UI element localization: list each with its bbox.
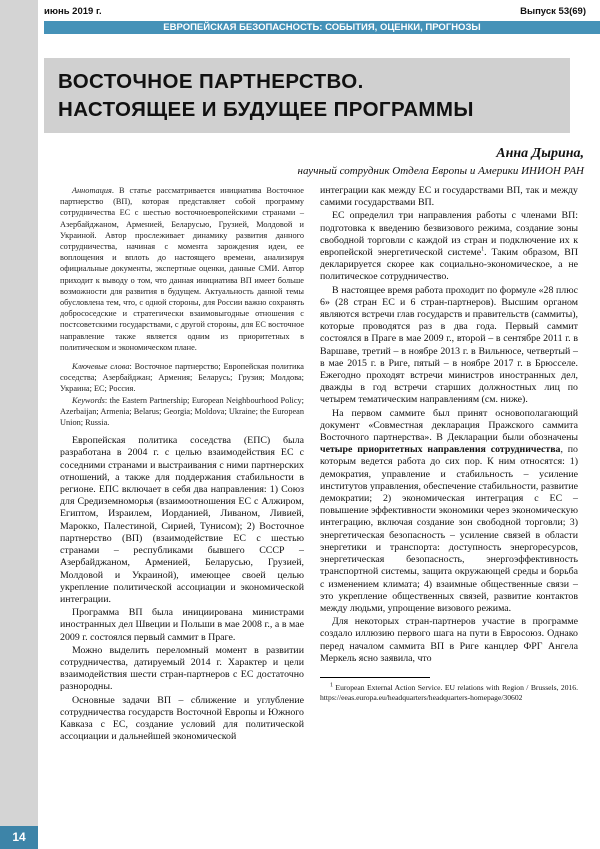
body-paragraph: Программа ВП была инициирована министрами иностранных дел Швеции и Польши в мае 2008 г., а в мае 2009 г. состоялся первый саммит в Праге. — [60, 607, 304, 643]
abstract — [60, 185, 304, 353]
body-paragraph: Основные задачи ВП – сближение и углубление сотрудничества государств Восточной Европы и Южного Кавказа с ЕС, создание условий для политической ассоциации и дальнейшей экономической — [60, 694, 304, 743]
body-paragraph: интеграции как между ЕС и государствами ВП, так и между самими государствами ВП. — [320, 185, 578, 209]
keywords-en-label: Keywords — [72, 395, 105, 405]
left-column — [60, 185, 304, 743]
article-title — [58, 68, 568, 124]
keywords-ru-label: Ключевые слова — [72, 362, 130, 372]
footnote — [320, 683, 578, 703]
body-paragraph: Для некоторых стран-партнеров участие в программе создало иллюзию первого шага на пути в Евросоюз. Однако перед началом саммита ВП в Риге канцлер ФРГ Ангела Меркель ясно заявила, что — [320, 616, 578, 664]
left-body — [60, 435, 304, 743]
priority-directions-bold: четыре приоритетных направления сотрудничества — [320, 444, 561, 456]
body-paragraph: На первом саммите был принят основополагающий документ «Совместная декларация Пражского саммита Восточного партнерства». В Декларации были обозначены четыре приоритетных направления сотрудничества, по которым ведется работа до сих пор. К ним относятся: 1) демократия, управление и стабильность – усиление институтов управления, обеспечение стабильности, развитие демократии; 2) экономическая интеграция с ЕС – повышение эффективности экономики через экономическую интеграцию, включая создание зон свободной торговли; 3) энергетическая безопасность – усиление связей в области энергетики и транспорта: доступность энергоресурсов, энергетическая безопасность, энергоэффективность транспортной системы, защита окружающей среды и борьба с изменением климата; 4) взаимные общественные связи – это укрепление общественных связей, развитие контактов между людьми, упрощение визового режима. — [320, 407, 578, 614]
author-name: Анна Дырина, — [496, 146, 584, 161]
right-column — [320, 185, 578, 703]
author-affiliation: научный сотрудник Отдела Европы и Америки ИНИОН РАН — [297, 165, 584, 177]
abstract-label: Аннотация — [72, 186, 112, 195]
abstract-text: . В статье рассматривается инициатива Восточное партнерство (ВП), которая представляет собой программу сотрудничества ЕС с шестью восточноевропейскими странами – Азербайджаном, Арменией, Беларусью, Грузией, Молдовой и Украиной. Автор прослеживает динамику развития данного сотрудничества, начиная с момента зарождения идеи, ее воплощения и вплоть до настоящего времени, анализируя официальные документы, экспертные оценки, данные СМИ. Автор приходит к выводу о том, что данная инициатива ВП имеет больше возможности для развития в будущем. Актуальность данной темы обусловлена тем, что, с одной стороны, для России важно сохранять добрососедские и стратегически взаимовыгодные отношения с постсоветскими государствами, с другой стороны, для ЕС восточное направление также является одним из приоритетных в политическом и экономическом плане. — [60, 186, 304, 352]
footnote-text: European External Action Service. EU relations with Region / Brussels, 2016. https://eeas.europa.eu/headquarters/headquarters-homepage/30602 — [320, 682, 578, 702]
title-line-2: НАСТОЯЩЕЕ И БУДУЩЕЕ ПРОГРАММЫ — [58, 98, 474, 121]
footnote-divider — [320, 677, 430, 678]
left-sidebar-bar — [0, 0, 38, 849]
keywords-ru-text: : Восточное партнерство; Европейская политика соседства; Азербайджан; Армения; Беларусь; Грузия; Молдова; Украина; ЕС; Россия. — [60, 362, 304, 394]
page-number: 14 — [0, 826, 38, 849]
body-paragraph: Можно выделить переломный момент в развитии сотрудничества, датируемый 2014 г. Характер и цели взаимодействия шести стран-партнеров с ЕС достаточно разнородны. — [60, 644, 304, 693]
right-body — [320, 185, 578, 665]
body-paragraph: В настоящее время работа проходит по формуле «28 плюс 6» (28 стран ЕС и 6 стран-партнеров). Высшим органом являются встречи глав государств и правительств (саммиты), которые проводятся раз в два года. Первый саммит состоялся в Праге в мае 2009 г., второй – в сентябре 2011 г. в Варшаве, третий – в ноябре 2013 г. в Вильнюсе, четвертый – в мае 2015 г. в Риге, пятый – в ноябре 2017 г. в Брюсселе. Ежегодно проходят встречи министров иностранных дел, дважды в год встречи старших должностных лиц по четырем тематическим направлениям (см. ниже). — [320, 284, 578, 406]
body-paragraph: ЕС определил три направления работы с членами ВП: подготовка к введению безвизового режима, создание зоны свободной торговли с каждой из стран и подключение их к европейской энергетической системе$^1$. Таким образом, ВП декларируется скорее как социально-экономическое, а не политическое сотрудничество. — [320, 210, 578, 283]
keywords — [60, 361, 304, 428]
issue-date: июнь 2019 г. — [44, 6, 102, 17]
keywords-en-text: : the Eastern Partnership; European Neighbourhood Policy; Azerbaijan; Armenia; Belarus; Georgia; Moldova; Ukraine; the European Union; Russia. — [60, 395, 304, 428]
footnote-ref[interactable]: 1 — [481, 246, 485, 253]
section-banner: ЕВРОПЕЙСКАЯ БЕЗОПАСНОСТЬ: СОБЫТИЯ, ОЦЕНКИ, ПРОГНОЗЫ — [44, 21, 600, 34]
body-paragraph: Европейская политика соседства (ЕПС) была разработана в 2004 г. с целью взаимодействия ЕС с соседними странами и выстраивания с ними партнерских отношений, а также для поддержания стабильности в регионе. ЕПС включает в себя два направления: 1) Союз для Средиземноморья (взаимоотношения ЕС с Алжиром, Египтом, Израилем, Иорданией, Ливаном, Ливией, Марокко, Палестиной, Сирией, Тунисом); 2) Восточное партнерство (ВП) (взаимодействие ЕС с шестью странами – республиками бывшего СССР – Азербайджаном, Арменией, Беларусью, Грузией, Молдовой и Украиной), имеющее своей целью укрепление политической ассоциации и экономической интеграции. — [60, 435, 304, 605]
footnote-number: 1 — [330, 682, 333, 689]
issue-number: Выпуск 53(69) — [520, 6, 586, 17]
title-line-1: ВОСТОЧНОЕ ПАРТНЕРСТВО. — [58, 70, 364, 93]
